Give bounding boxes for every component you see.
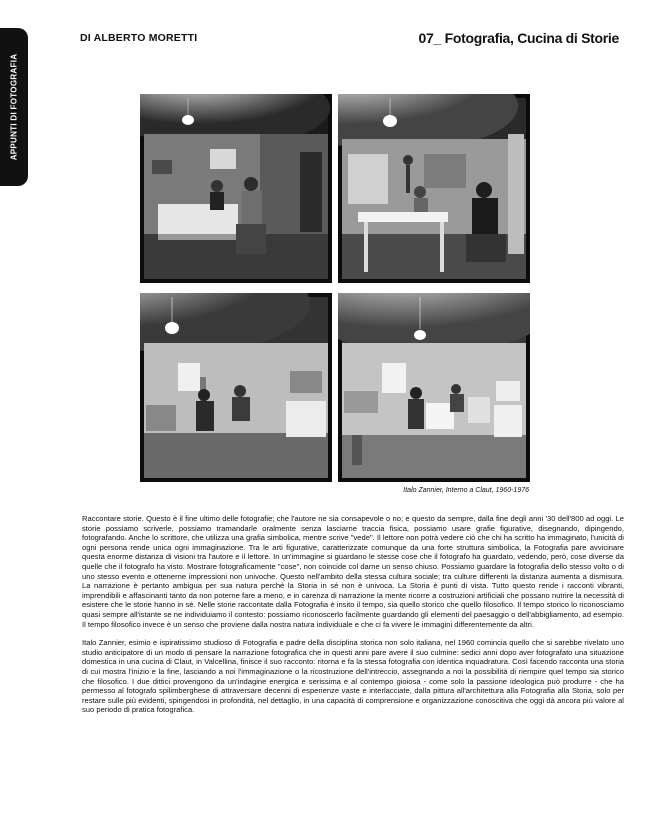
article-paragraph-1: Raccontare storie. Questo è il fine ultimo delle fotografie; che l'autore ne sia consapevole o no; e questo da sempre, dalla fine degli anni '30 dell'800 ad oggi. Le storie possiamo scriverle, possiamo tramandarle oralmente senza lasciarne traccia fisica, possiamo usare grafie figurative, disegnando, dipingendo, fotografando. Anche lo scrittore, che utilizza una grafia simbolica, mentre scrive "vede". Il lettore non potrà vedere ciò che chi ha scritto ha immaginato, l'unicità di ogni persona rende unica ogni immaginazione. Tra le arti figurative, caratterizzate comunque da una forte struttura simbolica, la Fotografia pare avvicinare questa enorme distanza di visioni tra l'autore e il lettore. In un'immagine si guardano le stesse cose che il fotografo ha guardato, vedendo, però, cose diverse da quelle che il fotografo ha visto. Mostrare fotograficamente "cose", non coincide col darne un senso chiuso. Possiamo guardare la fotografia dello stesso volto o di uno stesso evento e ottenerne impressioni non univoche. Questo nell'ambito della stessa cultura sociale; tra culture differenti la distanza aumenta a dismisura. La narrazione è pertanto ambigua per sua natura perché la Storia in sé non è univoca. La Storia è punti di vista. Tutto questo rende i racconti vibranti, imprendibili e affascinanti tanto da non poterne fare a meno, e in carenza di narrazione la mente ricorre a costruzioni artificiali che possano nutrire la necessità di esistere che le storie hanno in sé. Nelle storie raccontate dalla Fotografia è insito il tempo, sia quello storico che quello filosofico. Il tempo storico lo riconosciamo quasi sempre all'istante se ne individuiamo il contesto: possiamo riconoscerlo facilmente guardando gli elementi del paesaggio o dell'abbigliamento, ad esempio. Il tempo filosofico invece è un senso che proviene dalla nostra natura individuale e che ci fa vivere le immagini differentemente da altri. — [82, 514, 624, 629]
kitchen-photo-2 — [338, 94, 530, 283]
photo-caption: Italo Zannier, Interno a Claut, 1960-1976 — [403, 487, 529, 494]
article-paragraph-2: Italo Zannier, esimio e ispiratissimo studioso di Fotografia e padre della disciplina storica non solo italiana, nel 1960 comincia quello che si sarebbe rivelato uno studio anticipatore di un modo di pensare la narrazione fotografica che in questi anni pare avere il suo culmine: sedici anni dopo aver fotografato una situazione domestica in una cucina di Claut, in Valcellina, finisce il suo racconto: ritorna e fa la stessa fotografia con identica inquadratura. Così facendo racconta una storia di cui mostra l'inizio e la fine, lasciando a noi l'immaginazione o la ricostruzione dell'intreccio, assegnando a noi la possibilità di riempire quel tempo sia storico che filosofico. I due dittici provengono da un'indagine energica e serissima e al contempo gioiosa - come solo la passione ideologica può produrre - che ha permesso al fotografo spilimberghese di attraversare decenni di esperienze vaste e interlacciate, dalla pittura all'architettura alla Fotografia alla Storia, solo per restare sulle più evidenti, spingendosi in profondità, nel dettaglio, in una capacità di comprensione e organizzazione conoscitiva che oggi dà ancora più valore al suo periodo di pratica fotografica. — [82, 638, 624, 715]
article-body — [82, 514, 624, 724]
kitchen-photo-1 — [140, 94, 332, 283]
author-byline: DI ALBERTO MORETTI — [80, 32, 198, 44]
kitchen-photo-4 — [338, 293, 530, 482]
side-tab-label: APPUNTI DI FOTOGRAFIA — [9, 53, 19, 161]
photo-grid — [140, 94, 530, 482]
section-title: 07_ Fotografia, Cucina di Storie — [418, 30, 619, 46]
section-side-tab — [0, 28, 28, 186]
kitchen-photo-3 — [140, 293, 332, 482]
